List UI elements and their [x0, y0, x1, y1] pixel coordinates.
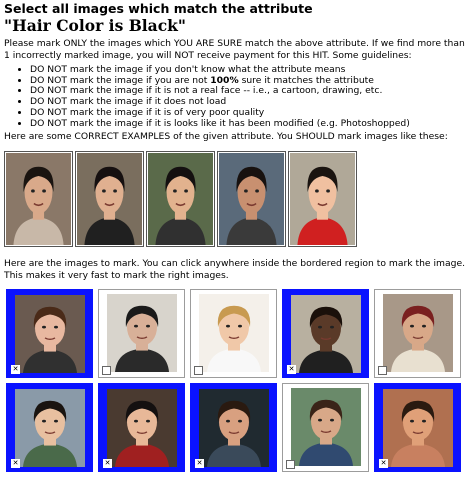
select-checkbox[interactable]: ✕ — [12, 365, 19, 373]
select-checkbox[interactable]: ✕ — [196, 459, 203, 467]
guideline-item: • DO NOT mark the image if it does not load — [30, 97, 410, 108]
candidate-3-tile[interactable] — [190, 289, 277, 378]
guideline-item: • DO NOT mark the image if it is not a real face -- i.e., a cartoon, drawing, etc. — [30, 86, 410, 97]
example-child-image — [288, 151, 357, 247]
face-photo — [219, 153, 284, 245]
marking-text: Here are the images to mark. You can click anywhere inside the bordered region to mark the image. This makes it very fast to mark the right images. — [4, 258, 466, 281]
candidate-6-tile[interactable] — [6, 383, 93, 472]
select-checkbox[interactable]: ✕ — [104, 459, 111, 467]
face-photo — [148, 153, 213, 245]
candidate-1-tile[interactable] — [6, 289, 93, 378]
candidate-7-tile[interactable] — [98, 383, 185, 472]
select-checkbox[interactable] — [286, 460, 295, 469]
select-checkbox[interactable]: ✕ — [12, 459, 19, 467]
face-photo — [290, 153, 355, 245]
face-photo — [199, 294, 269, 372]
select-checkbox[interactable] — [378, 366, 387, 375]
candidate-2-tile[interactable] — [98, 289, 185, 378]
page-heading: Select all images which match the attribute — [4, 1, 313, 16]
example-man-glasses-image — [146, 151, 215, 247]
face-photo — [383, 389, 453, 467]
guideline-item: • DO NOT mark the image if it is looks like it has been modified (e.g. Photoshopped) — [30, 119, 410, 130]
candidate-row-2 — [6, 383, 461, 472]
face-photo — [291, 295, 361, 373]
face-photo — [77, 153, 142, 245]
face-photo — [15, 389, 85, 467]
face-photo — [107, 294, 177, 372]
candidate-5-tile[interactable] — [374, 289, 461, 378]
examples-strip — [4, 151, 357, 247]
guideline-item: • DO NOT mark the image if you don't know what the attribute means — [30, 65, 410, 76]
guideline-text: DO NOT mark the image if you are not — [30, 74, 211, 86]
face-photo — [383, 294, 453, 372]
candidate-4-tile[interactable] — [282, 289, 369, 378]
guideline-emphasis: 100% — [210, 74, 239, 86]
guideline-text: sure it matches the attribute — [238, 74, 374, 86]
candidate-8-tile[interactable] — [190, 383, 277, 472]
guideline-item: • DO NOT mark the image if it is of very poor quality — [30, 108, 410, 119]
candidate-9-tile[interactable] — [282, 383, 369, 472]
select-checkbox[interactable]: ✕ — [380, 459, 387, 467]
select-checkbox[interactable]: ✕ — [288, 365, 295, 373]
attribute-title: "Hair Color is Black" — [4, 16, 186, 35]
instructions-text: Please mark ONLY the images which YOU ARE SURE match the above attribute. If we find more than 1 incorrectly marked image, you will NOT receive payment for this HIT. Some guidelines: — [4, 38, 465, 61]
example-woman-2-image — [75, 151, 144, 247]
face-photo — [15, 295, 85, 373]
candidate-row-1 — [6, 289, 461, 378]
face-photo — [291, 388, 361, 466]
select-checkbox[interactable] — [194, 366, 203, 375]
face-photo — [6, 153, 71, 245]
examples-text: Here are some CORRECT EXAMPLES of the given attribute. You SHOULD mark images like these: — [4, 131, 448, 142]
candidate-10-tile[interactable] — [374, 383, 461, 472]
select-checkbox[interactable] — [102, 366, 111, 375]
example-man-smiling-image — [217, 151, 286, 247]
example-woman-1-image — [4, 151, 73, 247]
face-photo — [199, 389, 269, 467]
guidelines-list — [18, 65, 410, 129]
face-photo — [107, 389, 177, 467]
